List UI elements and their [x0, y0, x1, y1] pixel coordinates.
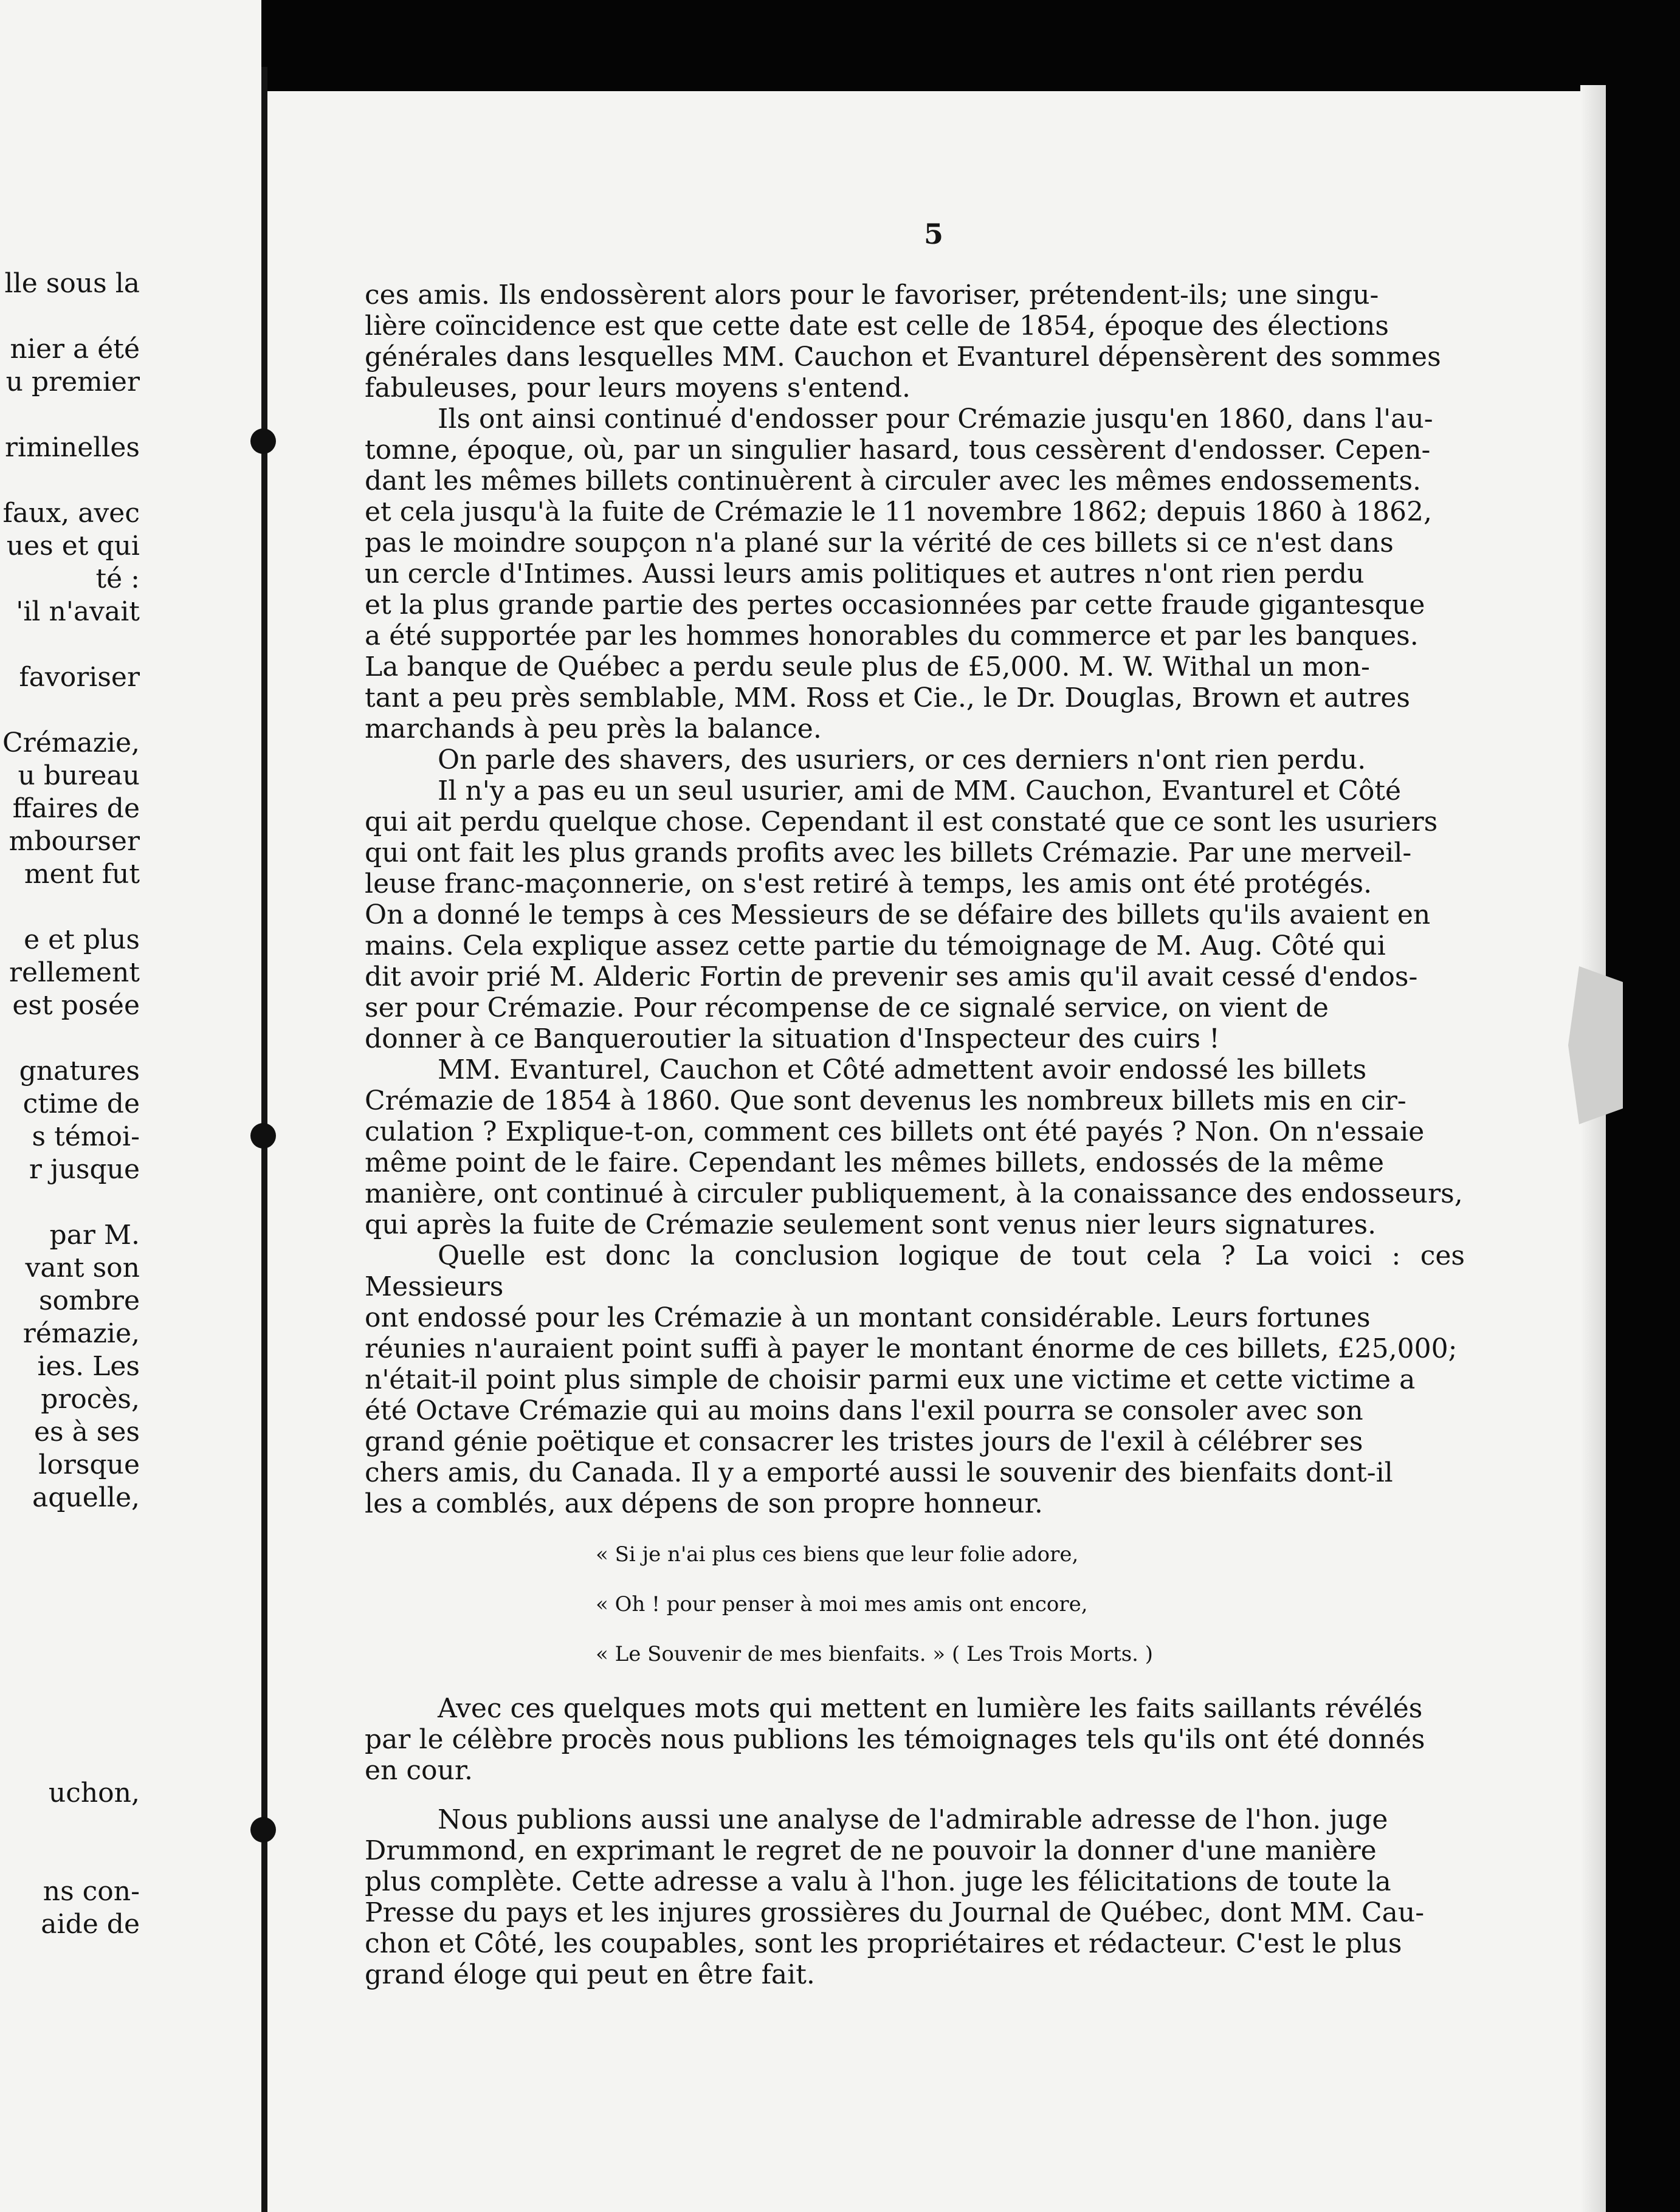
fragment-line: est posée — [12, 990, 140, 1021]
fragment-line: ffaires de — [12, 793, 140, 824]
fragment-line: mbourser — [9, 826, 140, 857]
text-line: mains. Cela explique assez cette partie du témoignage de M. Aug. Côté qui — [365, 930, 1386, 961]
fragment-line: ctime de — [22, 1088, 140, 1119]
text-line: qui ait perdu quelque chose. Cependant il est constaté que ce sont les usuriers — [365, 806, 1438, 837]
fragment-line: es à ses — [33, 1417, 140, 1448]
fragment-line: r jusque — [29, 1154, 140, 1185]
fragment-line: gnatures — [19, 1056, 140, 1087]
fragment-line: ues et qui — [6, 531, 140, 562]
binding-stitch — [250, 1123, 276, 1149]
text-line: n'était-il point plus simple de choisir parmi eux une victime et cette victime a — [365, 1364, 1416, 1395]
text-line: et cela jusqu'à la fuite de Crémazie le 11 novembre 1862; depuis 1860 à 1862, — [365, 496, 1432, 527]
fragment-line — [0, 1613, 140, 1646]
closing-line: Avec ces quelques mots qui mettent en lumière les faits saillants révélés — [438, 1693, 1423, 1724]
fragment-line: e et plus — [24, 924, 140, 955]
fragment-line — [0, 694, 140, 727]
text-line: manière, ont continué à circuler publiquement, à la conaissance des endosseurs, — [365, 1178, 1463, 1209]
fragment-line: nier a été — [10, 334, 140, 365]
fragment-line: u bureau — [18, 760, 140, 791]
fragment-line — [0, 1186, 140, 1219]
scan-top-border — [261, 0, 1617, 91]
fragment-line: riminelles — [4, 432, 140, 463]
page-number: 5 — [924, 218, 944, 250]
poem-quote — [596, 1540, 1465, 1669]
fragment-line: par M. — [49, 1220, 140, 1251]
text-line: chers amis, du Canada. Il y a emporté aussi le souvenir des bienfaits dont-il — [365, 1457, 1393, 1488]
closing-line: grand éloge qui peut en être fait. — [365, 1959, 815, 1990]
fragment-line: lorsque — [38, 1449, 140, 1480]
text-line: qui ont fait les plus grands profits avec les billets Crémazie. Par une merveil- — [365, 837, 1412, 868]
poem-line: « Oh ! pour penser à moi mes amis ont encore, — [596, 1592, 1088, 1616]
closing-line: en cour. — [365, 1755, 473, 1786]
fragment-line: u premier — [5, 366, 140, 397]
fragment-line: s témoi- — [32, 1121, 140, 1152]
binding-stitch — [250, 1817, 276, 1843]
text-line: On parle des shavers, des usuriers, or ces derniers n'ont rien perdu. — [438, 744, 1366, 775]
closing-text — [365, 1693, 1465, 1990]
fragment-line: ment fut — [24, 859, 140, 890]
closing-line: Nous publions aussi une analyse de l'admirable adresse de l'hon. juge — [438, 1804, 1388, 1835]
text-line: culation ? Explique-t-on, comment ces billets ont été payés ? Non. On n'essaie — [365, 1116, 1425, 1147]
text-line: marchands à peu près la balance. — [365, 713, 822, 744]
fragment-line: ns con- — [43, 1876, 140, 1907]
text-line: tomne, époque, où, par un singulier hasard, tous cessèrent d'endosser. Cepen- — [365, 434, 1431, 465]
binding-stitch — [250, 428, 276, 454]
text-line: qui après la fuite de Crémazie seulement sont venus nier leurs signatures. — [365, 1209, 1377, 1240]
text-line: réunies n'auraient point suffi à payer le montant énorme de ces billets, £25,000; — [365, 1333, 1458, 1364]
text-line: été Octave Crémazie qui au moins dans l'exil pourra se consoler avec son — [365, 1395, 1363, 1426]
fragment-line: aide de — [41, 1909, 140, 1940]
fragment-line: vant son — [25, 1252, 140, 1283]
text-line: même point de le faire. Cependant les mêmes billets, endossés de la même — [365, 1147, 1385, 1178]
fragment-line: rellement — [9, 957, 140, 988]
text-line: et la plus grande partie des pertes occasionnées par cette fraude gigantesque — [365, 589, 1425, 620]
text-line: tant a peu près semblable, MM. Ross et Cie., le Dr. Douglas, Brown et autres — [365, 682, 1410, 713]
fragment-line: 'il n'avait — [16, 596, 140, 627]
fragment-line — [0, 891, 140, 924]
fragment-line: té : — [95, 563, 140, 594]
closing-line: chon et Côté, les coupables, sont les propriétaires et rédacteur. C'est le plus — [365, 1928, 1402, 1959]
text-line: ces amis. Ils endossèrent alors pour le favoriser, prétendent-ils; une singu- — [365, 280, 1379, 311]
text-line: La banque de Québec a perdu seule plus de £5,000. M. W. Withal un mon- — [365, 651, 1370, 682]
text-line: a été supportée par les hommes honorables du commerce et par les banques. — [365, 620, 1419, 651]
page-body — [365, 225, 1465, 1990]
fragment-line: sombre — [38, 1285, 140, 1316]
text-line: dant les mêmes billets continuèrent à circuler avec les mêmes endossements. — [365, 465, 1422, 496]
text-line: donner à ce Banqueroutier la situation d'Inspecteur des cuirs ! — [365, 1023, 1220, 1054]
text-line: Il n'y a pas eu un seul usurier, ami de MM. Cauchon, Evanturel et Côté — [438, 775, 1402, 806]
text-line: dit avoir prié M. Alderic Fortin de prevenir ses amis qu'il avait cessé d'endos- — [365, 961, 1418, 992]
text-line: Ils ont ainsi continué d'endosser pour Crémazie jusqu'en 1860, dans l'au- — [438, 404, 1433, 434]
text-line: ser pour Crémazie. Pour récompense de ce signalé service, on vient de — [365, 992, 1329, 1023]
text-line: leuse franc-maçonnerie, on s'est retiré à temps, les amis ont été protégés. — [365, 868, 1372, 899]
page-edge-shadow — [1580, 85, 1606, 2212]
closing-line: Drummond, en exprimant le regret de ne pouvoir la donner d'une manière — [365, 1835, 1377, 1866]
text-line: pas le moindre soupçon n'a plané sur la vérité de ces billets si ce n'est dans — [365, 527, 1394, 558]
fragment-line — [0, 300, 140, 333]
fragment-line: uchon, — [48, 1777, 140, 1808]
text-line: Crémazie de 1854 à 1860. Que sont devenus les nombreux billets mis en cir- — [365, 1085, 1406, 1116]
main-text — [365, 280, 1465, 1519]
fragment-line: Crémazie, — [2, 727, 140, 758]
fragment-line — [0, 464, 140, 497]
fragment-line: favoriser — [19, 662, 140, 693]
text-line: grand génie poëtique et consacrer les tristes jours de l'exil à célébrer ses — [365, 1426, 1363, 1457]
fragment-line — [0, 1646, 140, 1678]
text-line: un cercle d'Intimes. Aussi leurs amis politiques et autres n'ont rien perdu — [365, 558, 1365, 589]
fragment-line: lle sous la — [4, 268, 140, 299]
closing-line: Presse du pays et les injures grossières du Journal de Québec, dont MM. Cau- — [365, 1897, 1425, 1928]
text-line: Quelle est donc la conclusion logique de tout cela ? La voici : ces Messieurs — [365, 1240, 1465, 1302]
text-line: les a comblés, aux dépens de son propre honneur. — [365, 1488, 1043, 1519]
poem-line: « Si je n'ai plus ces biens que leur folie adore, — [596, 1542, 1079, 1567]
closing-line: par le célèbre procès nous publions les témoignages tels qu'ils ont été donnés — [365, 1724, 1425, 1755]
text-line: fabuleuses, pour leurs moyens s'entend. — [365, 373, 911, 404]
text-line: lière coïncidence est que cette date est celle de 1854, époque des élections — [365, 311, 1389, 342]
fragment-line — [0, 1547, 140, 1580]
poem-line: « Le Souvenir de mes bienfaits. » ( Les Trois Morts. ) — [596, 1642, 1154, 1666]
fragment-line: faux, avec — [2, 498, 140, 529]
previous-page-fragments — [0, 267, 140, 1941]
fragment-line — [0, 399, 140, 431]
text-line: MM. Evanturel, Cauchon et Côté admettent avoir endossé les billets — [438, 1054, 1367, 1085]
fragment-line — [0, 1711, 140, 1744]
fragment-line: ies. Les — [37, 1351, 140, 1382]
closing-line: plus complète. Cette adresse a valu à l'hon. juge les félicitations de toute la — [365, 1866, 1391, 1897]
scan-artifact — [1568, 966, 1623, 1124]
fragment-line — [0, 1678, 140, 1711]
fragment-line: aquelle, — [32, 1482, 140, 1513]
fragment-line — [0, 1022, 140, 1055]
fragment-line: procès, — [41, 1384, 140, 1415]
text-line: générales dans lesquelles MM. Cauchon et Evanturel dépensèrent des sommes — [365, 342, 1441, 373]
text-line: On a donné le temps à ces Messieurs de se défaire des billets qu'ils avaient en — [365, 899, 1431, 930]
fragment-line — [0, 1810, 140, 1843]
text-line: ont endossé pour les Crémazie à un montant considérable. Leurs fortunes — [365, 1302, 1371, 1333]
fragment-line — [0, 1514, 140, 1547]
fragment-line — [0, 1744, 140, 1777]
fragment-line — [0, 628, 140, 661]
fragment-line — [0, 1580, 140, 1613]
fragment-line — [0, 1843, 140, 1875]
fragment-line: rémazie, — [22, 1318, 140, 1349]
